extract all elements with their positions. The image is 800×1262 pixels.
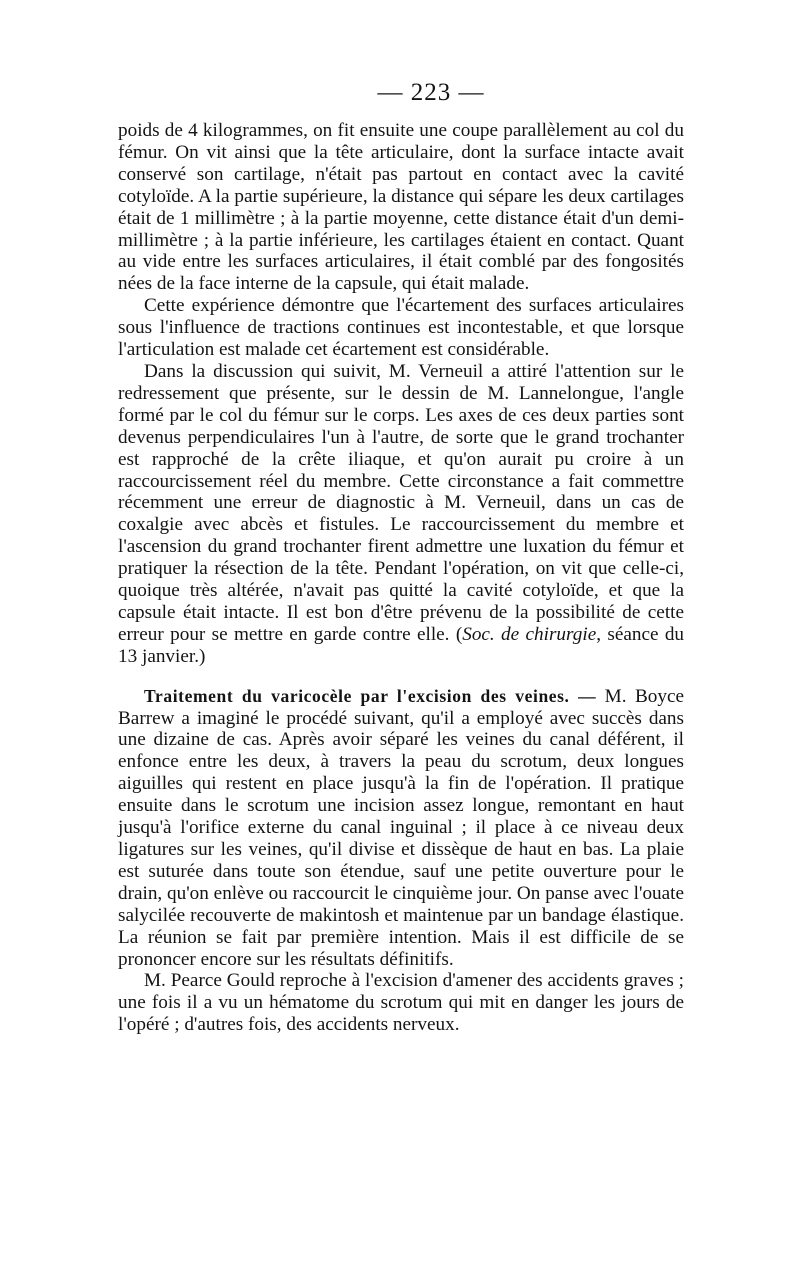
- discussion-text: Dans la discussion qui suivit, M. Verneuil a attiré l'attention sur le redressement que présente, sur le dessin de M. Lannelongue, l'angle formé par le col du fémur sur le corps. Les axes de ces deux parties sont devenus perpendiculaires l'un à l'autre, de sorte que le grand trochanter est rapproché de la crête iliaque, et qu'on aurait pu croire à un raccourcissement réel du membre. Cette circonstance a fait commettre récemment une erreur de diagnostic à M. Verneuil, dans un cas de coxalgie avec abcès et fistules. Le raccourcissement du membre et l'ascension du grand trochanter firent admettre une luxation du fémur et pratiquer la résection de la tête. Pendant l'opération, on vit que celle-ci, quoique très altérée, n'avait pas quitté la cavité cotyloïde, et que la capsule était intacte. Il est bon d'être prévenu de la possibilité de cette erreur pour se mettre en garde contre elle. (: [118, 360, 684, 645]
- paragraph-pearce-gould: M. Pearce Gould reproche à l'excision d'amener des accidents graves ; une fois il a vu un hématome du scrotum qui mit en danger les jours de l'opéré ; d'autres fois, des accidents nerveux.: [118, 970, 684, 1036]
- section-heading: Traitement du varicocèle par l'excision des veines. —: [144, 685, 597, 706]
- paragraph-discussion-verneuil: [118, 361, 684, 668]
- page-number: — 223 —: [377, 79, 485, 106]
- paragraph-experiment-continued: poids de 4 kilogrammes, on fit ensuite une coupe parallèlement au col du fémur. On vit ainsi que la tête articulaire, dont la surface intacte avait conservé son cartilage, n'était pas partout en contact avec la cavité cotyloïde. A la partie supérieure, la distance qui sépare les deux cartilages était de 1 millimètre ; à la partie moyenne, cette distance était d'un demi-millimètre ; à la partie inférieure, les cartilages étaient en contact. Quant au vide entre les surfaces articulaires, il était comblé par des fongosités nées de la face interne de la capsule, qui était malade.: [118, 120, 684, 295]
- varicocele-body: M. Boyce Barrew a imaginé le procédé suivant, qu'il a employé avec succès dans une dizaine de cas. Après avoir séparé les veines du canal déférent, il enfonce entre les deux, à travers la peau du scrotum, deux longues aiguilles qui restent en place jusqu'à la fin de l'opération. Il pratique ensuite dans le scrotum une incision assez longue, remontant en haut jusqu'à l'orifice externe du canal inguinal ; il place à ce niveau deux ligatures sur les veines, qu'il divise et dissèque de haut en bas. La plaie est suturée dans toute son étendue, sauf une petite ouverture pour le drain, qu'on enlève ou raccourcit le cinquième jour. On panse avec l'ouate salycilée recouverte de makintosh et maintenue par un bandage élastique. La réunion se fait par première intention. Mais il est difficile de se prononcer encore sur les résultats définitifs.: [118, 685, 684, 970]
- paragraph-experiment-conclusion: Cette expérience démontre que l'écartement des surfaces articulaires sous l'influence de tractions continues est incontestable, et que lorsque l'articulation est malade cet écartement est considérable.: [118, 295, 684, 361]
- paragraph-varicocele-treatment: [118, 686, 684, 971]
- citation-date: , séance du 13 janvier.): [118, 623, 685, 667]
- citation-journal: Soc. de chirurgie: [462, 623, 597, 645]
- book-page: [118, 78, 684, 1036]
